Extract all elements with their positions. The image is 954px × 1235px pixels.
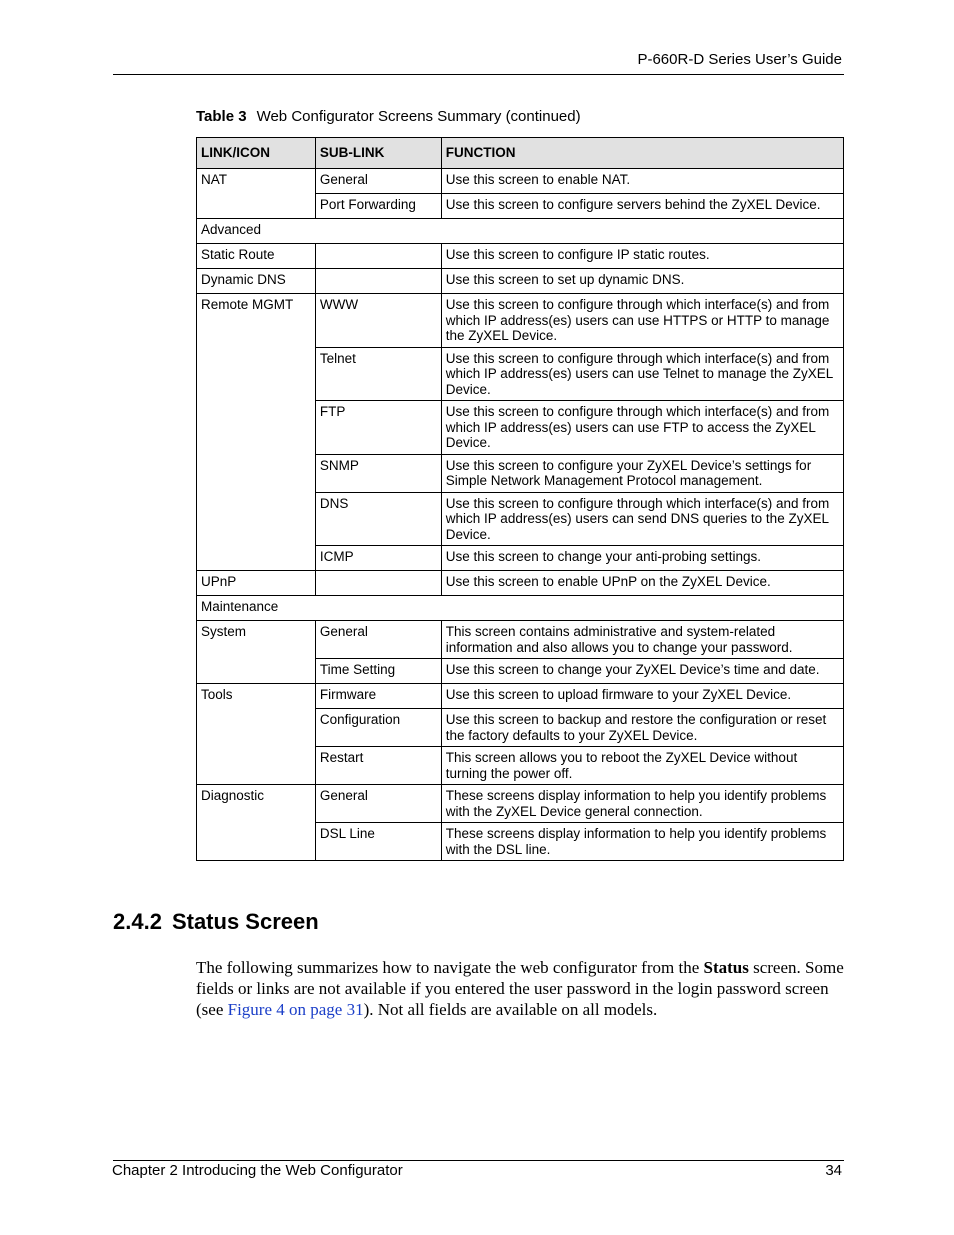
column-header-function: FUNCTION [441, 138, 843, 169]
table-section-row [197, 219, 844, 244]
link-cell: Remote MGMT [197, 294, 316, 571]
para-bold-status: Status [703, 958, 749, 977]
sub-link-cell: General [315, 621, 441, 659]
table-row [197, 684, 844, 709]
function-cell: Use this screen to set up dynamic DNS. [441, 269, 843, 294]
section-number: 2.4.2 [113, 909, 162, 934]
table-row [197, 269, 844, 294]
table-section-row [197, 596, 844, 621]
section-cell-maintenance: Maintenance [197, 596, 844, 621]
body-paragraph [196, 957, 846, 1020]
function-cell: Use this screen to enable NAT. [441, 169, 843, 194]
table-caption-label: Table 3 [196, 108, 247, 125]
footer-rule [113, 1160, 844, 1161]
sub-link-cell: Port Forwarding [315, 194, 441, 219]
section-title: Status Screen [171, 909, 319, 934]
para-text-2: screen. Some fields or links are not available if you entered the user password in the login password screen (see [196, 958, 844, 1019]
screens-summary-table [196, 137, 844, 861]
table-row [197, 169, 844, 194]
column-header-sub-link: SUB-LINK [315, 138, 441, 169]
function-cell: This screen allows you to reboot the ZyXEL Device without turning the power off. [441, 747, 843, 785]
table-caption-text: Web Configurator Screens Summary (continued) [256, 108, 581, 125]
table-row [197, 785, 844, 823]
function-cell: Use this screen to configure through which interface(s) and from which IP address(es) users can send DNS queries to the ZyXEL Device. [441, 492, 843, 546]
column-header-link-icon: LINK/ICON [197, 138, 316, 169]
function-cell: Use this screen to configure your ZyXEL Device’s settings for Simple Network Management Protocol management. [441, 454, 843, 492]
sub-link-cell: ICMP [315, 546, 441, 571]
link-cell: Diagnostic [197, 785, 316, 861]
sub-link-cell: WWW [315, 294, 441, 348]
sub-link-cell: DNS [315, 492, 441, 546]
running-header-title: P-660R-D Series User’s Guide [637, 51, 842, 68]
figure-cross-reference-link[interactable]: Figure 4 on page 31 [227, 1000, 364, 1019]
function-cell: Use this screen to configure through which interface(s) and from which IP address(es) users can use HTTPS or HTTP to manage the ZyXEL Device. [441, 294, 843, 348]
function-cell: This screen contains administrative and system-related information and also allows you to change your password. [441, 621, 843, 659]
sub-link-cell: Firmware [315, 684, 441, 709]
section-heading [113, 909, 319, 935]
footer-page-number: 34 [825, 1162, 842, 1179]
sub-link-cell: General [315, 169, 441, 194]
function-cell: Use this screen to upload firmware to your ZyXEL Device. [441, 684, 843, 709]
footer-chapter-title: Chapter 2 Introducing the Web Configurator [112, 1162, 403, 1179]
function-cell: Use this screen to configure IP static routes. [441, 244, 843, 269]
function-cell: These screens display information to help you identify problems with the DSL line. [441, 823, 843, 861]
link-cell: Static Route [197, 244, 316, 269]
function-cell: Use this screen to configure through which interface(s) and from which IP address(es) users can use FTP to access the ZyXEL Device. [441, 401, 843, 455]
sub-link-cell: DSL Line [315, 823, 441, 861]
table-row [197, 571, 844, 596]
table-row [197, 294, 844, 348]
table-row [197, 621, 844, 659]
para-text-3: ). Not all fields are available on all models. [363, 1000, 658, 1019]
function-cell: Use this screen to change your ZyXEL Device’s time and date. [441, 659, 843, 684]
link-cell: Tools [197, 684, 316, 785]
function-cell: Use this screen to configure servers behind the ZyXEL Device. [441, 194, 843, 219]
sub-link-cell [315, 269, 441, 294]
table-row [197, 244, 844, 269]
para-text-1: The following summarizes how to navigate the web configurator from the [196, 958, 704, 977]
table-header-row [197, 138, 844, 169]
sub-link-cell: Restart [315, 747, 441, 785]
function-cell: Use this screen to configure through which interface(s) and from which IP address(es) users can use Telnet to manage the ZyXEL Device. [441, 347, 843, 401]
sub-link-cell [315, 571, 441, 596]
sub-link-cell [315, 244, 441, 269]
section-cell-advanced: Advanced [197, 219, 844, 244]
sub-link-cell: SNMP [315, 454, 441, 492]
function-cell: Use this screen to change your anti-probing settings. [441, 546, 843, 571]
sub-link-cell: Time Setting [315, 659, 441, 684]
sub-link-cell: General [315, 785, 441, 823]
sub-link-cell: Telnet [315, 347, 441, 401]
link-cell: NAT [197, 169, 316, 219]
link-cell: UPnP [197, 571, 316, 596]
function-cell: Use this screen to backup and restore the configuration or reset the factory defaults to your ZyXEL Device. [441, 709, 843, 747]
function-cell: These screens display information to help you identify problems with the ZyXEL Device general connection. [441, 785, 843, 823]
link-cell: System [197, 621, 316, 684]
sub-link-cell: FTP [315, 401, 441, 455]
sub-link-cell: Configuration [315, 709, 441, 747]
function-cell: Use this screen to enable UPnP on the ZyXEL Device. [441, 571, 843, 596]
table-caption [196, 108, 581, 125]
header-rule [113, 74, 844, 75]
link-cell: Dynamic DNS [197, 269, 316, 294]
